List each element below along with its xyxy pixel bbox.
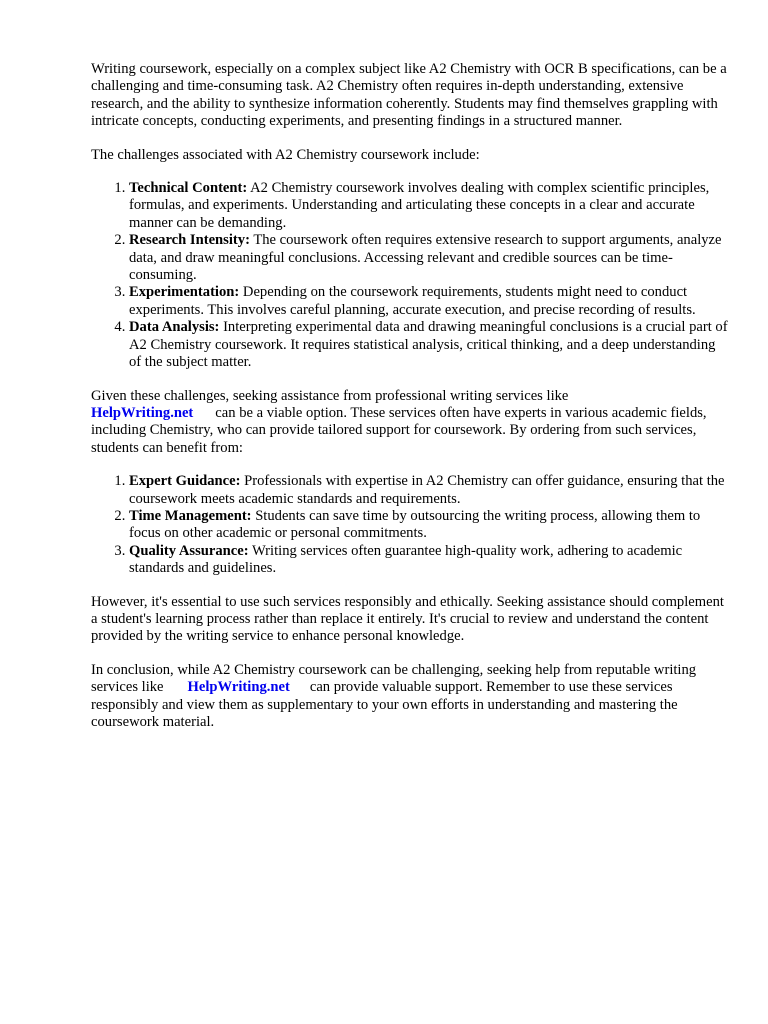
list-item <box>129 473 731 508</box>
list-item-term: Technical Content: <box>129 180 248 197</box>
list-item-term: Data Analysis: <box>129 319 220 336</box>
list-item-term: Quality Assurance: <box>129 542 249 559</box>
list-item <box>129 232 731 284</box>
challenges-intro: The challenges associated with A2 Chemistry coursework include: <box>91 146 480 163</box>
list-item <box>129 543 731 578</box>
helpwriting-link[interactable]: HelpWriting.net <box>187 679 290 696</box>
conclusion-text-before: In conclusion, while A2 Chemistry coursework can be challenging, seeking help from reputable writing services like <box>91 661 697 696</box>
list-item-term: Time Management: <box>129 507 252 524</box>
services-text-before: Given these challenges, seeking assistance from professional writing services like <box>91 387 569 404</box>
challenges-list <box>91 180 731 371</box>
list-item <box>129 508 731 543</box>
list-item-term: Experimentation: <box>129 284 240 301</box>
list-item <box>129 180 731 232</box>
intro-paragraph: Writing coursework, especially on a complex subject like A2 Chemistry with OCR B specifications, can be a challenging and time-consuming task. A2 Chemistry often requires in-depth understanding, extensive research, and the ability to synthesize information coherently. Students may find themselves grappling with intricate concepts, conducting experiments, and presenting findings in a structured manner. <box>91 61 727 130</box>
helpwriting-link[interactable]: HelpWriting.net <box>91 404 194 421</box>
list-item-text: A2 Chemistry coursework involves dealing with complex scientific principles, formulas, and experiments. Understanding and articulating these concepts in a clear and accurate manner can be demanding. <box>129 180 710 231</box>
caution-paragraph: However, it's essential to use such services responsibly and ethically. Seeking assistance should complement a student's learning process rather than replace it entirely. It's crucial to review and understand the content provided by the writing service to enhance personal knowledge. <box>91 593 724 645</box>
list-item-text: Depending on the coursework requirements, students might need to conduct experiments. This involves careful planning, accurate execution, and precise recording of results. <box>129 284 696 318</box>
list-item <box>129 319 731 371</box>
benefits-list <box>91 473 731 577</box>
list-item-text: Students can save time by outsourcing the writing process, allowing them to focus on other academic or personal commitments. <box>129 507 701 542</box>
list-item-text: Interpreting experimental data and drawing meaningful conclusions is a crucial part of A2 Chemistry coursework. It requires statistical analysis, critical thinking, and a deep understanding of the subject matter. <box>129 319 728 371</box>
conclusion-text-after: can provide valuable support. Remember to use these services responsibly and view them as supplementary to your own efforts in understanding and mastering the coursework material. <box>91 679 678 730</box>
services-text-after: can be a viable option. These services often have experts in various academic fields, including Chemistry, who can provide tailored support for coursework. By ordering from such services, students can benefit from: <box>91 404 707 456</box>
document-page <box>91 61 731 747</box>
list-item <box>129 284 731 319</box>
list-item-text: Writing services often guarantee high-quality work, adhering to academic standards and guidelines. <box>129 542 683 577</box>
list-item-text: The coursework often requires extensive research to support arguments, analyze data, and draw meaningful conclusions. Accessing relevant and credible sources can be time-consuming. <box>129 232 722 284</box>
list-item-text: Professionals with expertise in A2 Chemistry can offer guidance, ensuring that the coursework meets academic standards and requirements. <box>129 473 725 507</box>
list-item-term: Research Intensity: <box>129 232 250 249</box>
services-paragraph <box>91 388 731 458</box>
conclusion-paragraph <box>91 662 731 732</box>
list-item-term: Expert Guidance: <box>129 473 241 490</box>
